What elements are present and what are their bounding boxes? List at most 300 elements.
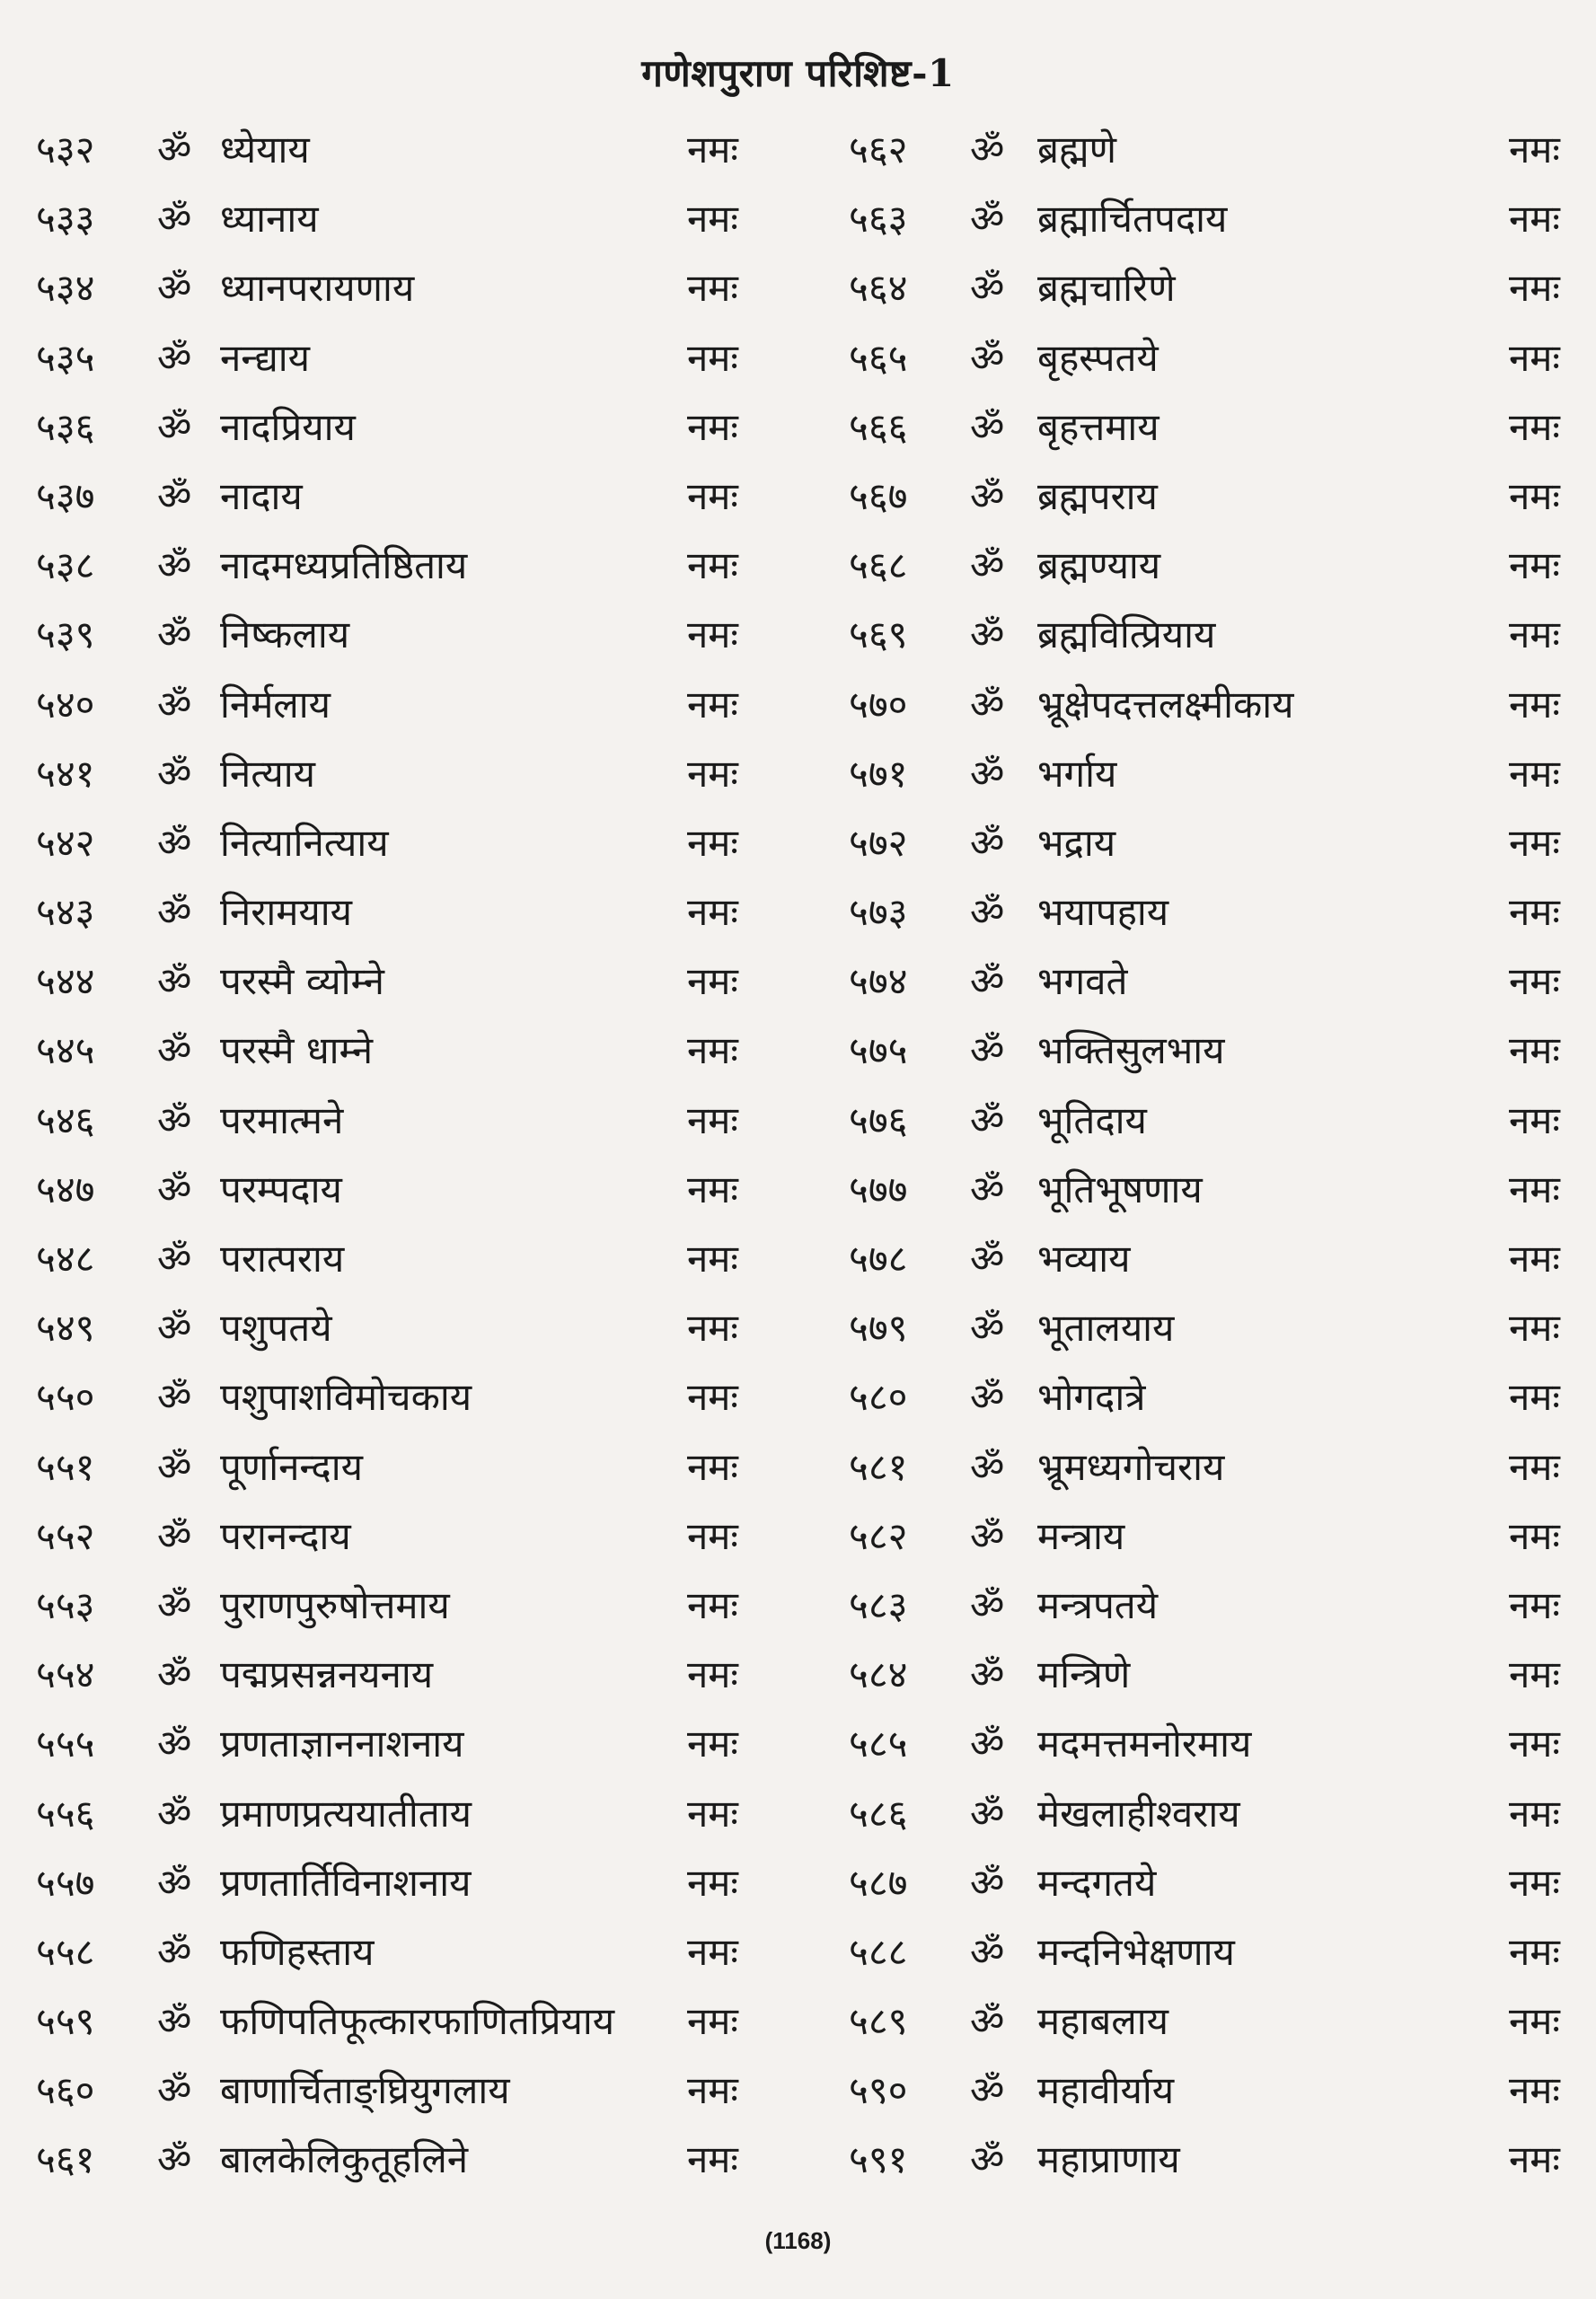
namah-word: नमः (1509, 1237, 1560, 1281)
om-symbol: ॐ (157, 1097, 192, 1142)
om-symbol: ॐ (970, 1860, 1005, 1905)
list-item (36, 1571, 790, 1640)
list-item (36, 1086, 790, 1155)
list-item (36, 1502, 790, 1571)
item-number: ५८८ (849, 1929, 908, 1974)
list-item (849, 877, 1567, 947)
om-symbol: ॐ (970, 128, 1005, 172)
item-name: भूतिभूषणाय (1037, 1167, 1203, 1211)
item-number: ५८१ (849, 1444, 908, 1489)
item-name: मेखलाहीश्वराय (1037, 1791, 1240, 1836)
namah-word: नमः (687, 128, 738, 172)
namah-word: नमः (687, 335, 738, 380)
namah-word: नमः (687, 1860, 738, 1905)
om-symbol: ॐ (157, 1929, 192, 1974)
item-name: मन्त्राय (1037, 1513, 1125, 1558)
list-item (849, 2125, 1567, 2194)
om-symbol: ॐ (970, 2137, 1005, 2182)
om-symbol: ॐ (157, 890, 192, 935)
item-number: ५७३ (849, 890, 908, 935)
item-number: ५६३ (849, 197, 908, 242)
list-item (36, 323, 790, 392)
item-number: ५३६ (36, 404, 95, 449)
namah-word: नमः (687, 682, 738, 727)
namah-word: नमः (687, 404, 738, 449)
item-number: ५५३ (36, 1582, 95, 1627)
namah-word: नमः (1509, 1028, 1560, 1073)
item-name: महाप्राणाय (1037, 2137, 1180, 2182)
item-name: भ्रूमध्यगोचराय (1037, 1444, 1225, 1489)
list-item (36, 1432, 790, 1502)
item-name: नित्यानित्याय (220, 820, 389, 865)
item-name: भोगदात्रे (1037, 1375, 1146, 1420)
om-symbol: ॐ (157, 1444, 192, 1489)
item-name: भ्रूक्षेपदत्तलक्ष्मीकाय (1037, 682, 1294, 727)
om-symbol: ॐ (157, 543, 192, 588)
list-item (849, 739, 1567, 808)
list-item (36, 1917, 790, 1986)
item-number: ५७६ (849, 1097, 908, 1142)
namah-word: नमः (1509, 1582, 1560, 1627)
page-title: गणेशपुराण परिशिष्ट-1 (641, 51, 955, 95)
item-name: पुराणपुरुषोत्तमाय (220, 1582, 450, 1627)
om-symbol: ॐ (157, 1652, 192, 1697)
item-number: ५५९ (36, 1999, 95, 2044)
namah-word: नमः (1509, 1167, 1560, 1211)
list-item (849, 1848, 1567, 1917)
namah-word: नमः (1509, 1860, 1560, 1905)
om-symbol: ॐ (157, 266, 192, 311)
item-number: ५५५ (36, 1722, 95, 1766)
list-item (849, 1640, 1567, 1709)
om-symbol: ॐ (157, 404, 192, 449)
om-symbol: ॐ (970, 1513, 1005, 1558)
namah-word: नमः (1509, 1652, 1560, 1697)
list-item (849, 2056, 1567, 2125)
namah-word: नमः (1509, 543, 1560, 588)
item-name: भद्राय (1037, 820, 1116, 865)
item-name: पद्मप्रसन्ननयनाय (220, 1652, 434, 1697)
item-number: ५९१ (849, 2137, 908, 2182)
namah-word: नमः (1509, 2068, 1560, 2113)
item-number: ५९० (849, 2068, 908, 2113)
om-symbol: ॐ (970, 1028, 1005, 1073)
item-number: ५४४ (36, 959, 95, 1004)
list-item (36, 739, 790, 808)
item-number: ५६१ (36, 2137, 95, 2182)
list-item (36, 2125, 790, 2194)
item-number: ५८६ (849, 1791, 908, 1836)
item-number: ५३९ (36, 612, 95, 657)
list-item (36, 253, 790, 322)
item-name: ब्रह्मपराय (1037, 473, 1158, 518)
om-symbol: ॐ (157, 335, 192, 380)
item-number: ५३५ (36, 335, 95, 380)
om-symbol: ॐ (157, 1722, 192, 1766)
namah-word: नमः (687, 2137, 738, 2182)
list-item (849, 184, 1567, 253)
namah-word: नमः (687, 890, 738, 935)
item-number: ५४३ (36, 890, 95, 935)
item-number: ५४७ (36, 1167, 95, 1211)
namah-word: नमः (1509, 128, 1560, 172)
list-item (36, 1016, 790, 1085)
item-name: भक्तिसुलभाय (1037, 1028, 1225, 1073)
item-name: ध्यानाय (220, 197, 319, 242)
namah-word: नमः (687, 820, 738, 865)
list-item (849, 1086, 1567, 1155)
namah-word: नमः (687, 1722, 738, 1766)
list-item (36, 808, 790, 877)
list-item (36, 1362, 790, 1431)
om-symbol: ॐ (157, 959, 192, 1004)
item-number: ५६७ (849, 473, 908, 518)
namah-word: नमः (687, 1999, 738, 2044)
namah-word: नमः (1509, 1791, 1560, 1836)
item-number: ५८० (849, 1375, 908, 1420)
item-name: भूतिदाय (1037, 1097, 1147, 1142)
om-symbol: ॐ (970, 1444, 1005, 1489)
namah-word: नमः (687, 1791, 738, 1836)
item-name: निरामयाय (220, 890, 352, 935)
item-name: बृहस्पतये (1037, 335, 1159, 380)
item-number: ५६६ (849, 404, 908, 449)
item-number: ५७२ (849, 820, 908, 865)
namah-word: नमः (687, 1444, 738, 1489)
list-item (849, 1362, 1567, 1431)
om-symbol: ॐ (157, 197, 192, 242)
right-column (849, 115, 1567, 2195)
om-symbol: ॐ (157, 2068, 192, 2113)
item-name: निष्कलाय (220, 612, 350, 657)
namah-word: नमः (687, 1652, 738, 1697)
namah-word: नमः (1509, 612, 1560, 657)
item-name: ध्यानपरायणाय (220, 266, 415, 311)
om-symbol: ॐ (157, 2137, 192, 2182)
om-symbol: ॐ (970, 1929, 1005, 1974)
om-symbol: ॐ (970, 404, 1005, 449)
om-symbol: ॐ (970, 335, 1005, 380)
om-symbol: ॐ (970, 1791, 1005, 1836)
namah-word: नमः (1509, 335, 1560, 380)
list-item (849, 1293, 1567, 1362)
om-symbol: ॐ (970, 751, 1005, 796)
item-number: ५४५ (36, 1028, 95, 1073)
list-item (36, 392, 790, 462)
namah-word: नमः (687, 1306, 738, 1351)
namah-word: नमः (1509, 1097, 1560, 1142)
namah-word: नमः (1509, 959, 1560, 1004)
item-number: ५४२ (36, 820, 95, 865)
om-symbol: ॐ (157, 1791, 192, 1836)
item-name: नादाय (220, 473, 303, 518)
list-item (849, 531, 1567, 600)
namah-word: नमः (1509, 197, 1560, 242)
om-symbol: ॐ (970, 890, 1005, 935)
list-item (36, 1986, 790, 2056)
item-name: फणिहस्ताय (220, 1929, 375, 1974)
item-number: ५४० (36, 682, 95, 727)
item-number: ५४९ (36, 1306, 95, 1351)
list-item (849, 1224, 1567, 1293)
om-symbol: ॐ (157, 751, 192, 796)
list-item (36, 1709, 790, 1778)
om-symbol: ॐ (157, 128, 192, 172)
om-symbol: ॐ (970, 682, 1005, 727)
list-item (849, 1779, 1567, 1848)
namah-word: नमः (687, 751, 738, 796)
item-name: भव्याय (1037, 1237, 1131, 1281)
namah-word: नमः (1509, 266, 1560, 311)
item-number: ५८५ (849, 1722, 908, 1766)
item-name: महाबलाय (1037, 1999, 1168, 2044)
list-item (36, 1640, 790, 1709)
om-symbol: ॐ (970, 1375, 1005, 1420)
namah-word: नमः (1509, 820, 1560, 865)
item-name: परम्पदाय (220, 1167, 342, 1211)
item-name: परस्मै व्योम्ने (220, 959, 384, 1004)
namah-word: नमः (687, 1167, 738, 1211)
item-number: ५५२ (36, 1513, 95, 1558)
list-item (849, 1917, 1567, 1986)
list-item (849, 1571, 1567, 1640)
list-item (36, 1848, 790, 1917)
item-name: बाणार्चिताङ्घ्रियुगलाय (220, 2068, 510, 2113)
namah-word: नमः (687, 1513, 738, 1558)
list-item (849, 600, 1567, 669)
om-symbol: ॐ (970, 1652, 1005, 1697)
item-name: ब्रह्मणे (1037, 128, 1116, 172)
item-name: बालकेलिकुतूहलिने (220, 2137, 469, 2182)
list-item (36, 877, 790, 947)
item-number: ५३३ (36, 197, 95, 242)
item-name: ब्रह्मचारिणे (1037, 266, 1176, 311)
list-item (849, 115, 1567, 184)
item-name: निर्मलाय (220, 682, 331, 727)
namah-word: नमः (687, 612, 738, 657)
item-number: ५३२ (36, 128, 95, 172)
item-number: ५४८ (36, 1237, 95, 1281)
item-name: ब्रह्मार्चितपदाय (1037, 197, 1228, 242)
item-name: ध्येयाय (220, 128, 310, 172)
om-symbol: ॐ (970, 197, 1005, 242)
om-symbol: ॐ (970, 820, 1005, 865)
item-name: पशुपतये (220, 1306, 332, 1351)
item-name: मन्दगतये (1037, 1860, 1157, 1905)
item-name: भूतालयाय (1037, 1306, 1175, 1351)
namah-word: नमः (1509, 2137, 1560, 2182)
item-name: परानन्दाय (220, 1513, 351, 1558)
item-number: ५४६ (36, 1097, 95, 1142)
om-symbol: ॐ (970, 1999, 1005, 2044)
item-number: ५३७ (36, 473, 95, 518)
om-symbol: ॐ (157, 1028, 192, 1073)
item-name: नादमध्यप्रतिष्ठिताय (220, 543, 468, 588)
namah-word: नमः (687, 1097, 738, 1142)
list-item (849, 947, 1567, 1016)
list-item (36, 184, 790, 253)
namah-word: नमः (1509, 1306, 1560, 1351)
om-symbol: ॐ (157, 612, 192, 657)
namah-word: नमः (687, 473, 738, 518)
list-item (849, 323, 1567, 392)
item-name: भयापहाय (1037, 890, 1169, 935)
list-item (849, 462, 1567, 531)
item-number: ५७४ (849, 959, 908, 1004)
item-number: ५६८ (849, 543, 908, 588)
item-number: ५५४ (36, 1652, 95, 1697)
namah-word: नमः (1509, 1722, 1560, 1766)
list-item (849, 1986, 1567, 2056)
item-name: मदमत्तमनोरमाय (1037, 1722, 1252, 1766)
namah-word: नमः (687, 1582, 738, 1627)
list-item (36, 531, 790, 600)
item-number: ५७८ (849, 1237, 908, 1281)
item-number: ५४१ (36, 751, 95, 796)
namah-word: नमः (687, 1237, 738, 1281)
item-number: ५७७ (849, 1167, 908, 1211)
list-item (849, 1155, 1567, 1224)
item-number: ५८९ (849, 1999, 908, 2044)
item-name: ब्रह्मण्याय (1037, 543, 1161, 588)
list-item (36, 600, 790, 669)
item-number: ५३४ (36, 266, 95, 311)
om-symbol: ॐ (157, 1306, 192, 1351)
om-symbol: ॐ (970, 1167, 1005, 1211)
om-symbol: ॐ (157, 1375, 192, 1420)
item-name: प्रणताज्ञाननाशनाय (220, 1722, 464, 1766)
namah-word: नमः (1509, 1375, 1560, 1420)
om-symbol: ॐ (970, 266, 1005, 311)
namah-word: नमः (687, 543, 738, 588)
om-symbol: ॐ (157, 1513, 192, 1558)
item-name: परमात्मने (220, 1097, 344, 1142)
item-name: बृहत्तमाय (1037, 404, 1160, 449)
item-name: मन्दनिभेक्षणाय (1037, 1929, 1235, 1974)
namah-word: नमः (1509, 473, 1560, 518)
item-name: नादप्रियाय (220, 404, 356, 449)
om-symbol: ॐ (970, 1237, 1005, 1281)
list-item (36, 947, 790, 1016)
om-symbol: ॐ (970, 612, 1005, 657)
item-number: ५७९ (849, 1306, 908, 1351)
list-item (36, 115, 790, 184)
item-number: ५७१ (849, 751, 908, 796)
page-number: (1168) (764, 2227, 832, 2254)
namah-word: नमः (687, 197, 738, 242)
om-symbol: ॐ (157, 1860, 192, 1905)
item-name: पशुपाशविमोचकाय (220, 1375, 472, 1420)
namah-word: नमः (1509, 404, 1560, 449)
namah-word: नमः (1509, 890, 1560, 935)
om-symbol: ॐ (157, 1167, 192, 1211)
list-item (849, 808, 1567, 877)
item-number: ५३८ (36, 543, 95, 588)
item-name: मन्त्रिणे (1037, 1652, 1131, 1697)
item-name: परस्मै धाम्ने (220, 1028, 374, 1073)
list-item (36, 2056, 790, 2125)
item-number: ५५७ (36, 1860, 95, 1905)
item-number: ५६५ (849, 335, 908, 380)
om-symbol: ॐ (157, 473, 192, 518)
item-number: ५५० (36, 1375, 95, 1420)
item-number: ५८२ (849, 1513, 908, 1558)
namah-word: नमः (687, 266, 738, 311)
item-number: ५६० (36, 2068, 95, 2113)
namah-word: नमः (1509, 1999, 1560, 2044)
namah-word: नमः (687, 2068, 738, 2113)
om-symbol: ॐ (157, 1999, 192, 2044)
list-item (849, 253, 1567, 322)
om-symbol: ॐ (970, 473, 1005, 518)
item-number: ५७५ (849, 1028, 908, 1073)
list-item (36, 1779, 790, 1848)
om-symbol: ॐ (970, 1306, 1005, 1351)
om-symbol: ॐ (157, 1582, 192, 1627)
item-number: ५८७ (849, 1860, 908, 1905)
left-column (36, 115, 790, 2195)
namah-word: नमः (687, 1929, 738, 1974)
item-name: प्रणतार्तिविनाशनाय (220, 1860, 472, 1905)
item-number: ५७० (849, 682, 908, 727)
item-name: नित्याय (220, 751, 315, 796)
item-number: ५५८ (36, 1929, 95, 1974)
om-symbol: ॐ (970, 543, 1005, 588)
namah-word: नमः (1509, 751, 1560, 796)
list-item (849, 392, 1567, 462)
item-name: फणिपतिफूत्कारफाणितप्रियाय (220, 1999, 615, 2044)
item-number: ५५१ (36, 1444, 95, 1489)
list-item (849, 1709, 1567, 1778)
namah-word: नमः (1509, 1513, 1560, 1558)
namah-word: नमः (1509, 1929, 1560, 1974)
namah-word: नमः (1509, 682, 1560, 727)
om-symbol: ॐ (970, 1722, 1005, 1766)
namah-word: नमः (687, 1375, 738, 1420)
list-item (36, 1293, 790, 1362)
om-symbol: ॐ (970, 2068, 1005, 2113)
om-symbol: ॐ (157, 682, 192, 727)
list-item (849, 670, 1567, 739)
item-name: ब्रह्मवित्प्रियाय (1037, 612, 1216, 657)
item-name: भर्गाय (1037, 751, 1117, 796)
om-symbol: ॐ (970, 959, 1005, 1004)
item-name: भगवते (1037, 959, 1128, 1004)
item-name: पूर्णानन्दाय (220, 1444, 363, 1489)
list-item (36, 1155, 790, 1224)
list-item (36, 1224, 790, 1293)
item-number: ५६४ (849, 266, 908, 311)
item-number: ५५६ (36, 1791, 95, 1836)
columns (0, 115, 1596, 2198)
om-symbol: ॐ (157, 1237, 192, 1281)
item-name: मन्त्रपतये (1037, 1582, 1159, 1627)
item-name: महावीर्याय (1037, 2068, 1175, 2113)
om-symbol: ॐ (970, 1582, 1005, 1627)
list-item (36, 670, 790, 739)
item-number: ५६९ (849, 612, 908, 657)
item-number: ५८३ (849, 1582, 908, 1627)
list-item (849, 1016, 1567, 1085)
namah-word: नमः (1509, 1444, 1560, 1489)
item-name: परात्पराय (220, 1237, 345, 1281)
namah-word: नमः (687, 959, 738, 1004)
list-item (849, 1432, 1567, 1502)
om-symbol: ॐ (970, 1097, 1005, 1142)
item-name: प्रमाणप्रत्ययातीताय (220, 1791, 472, 1836)
item-number: ५८४ (849, 1652, 908, 1697)
list-item (849, 1502, 1567, 1571)
